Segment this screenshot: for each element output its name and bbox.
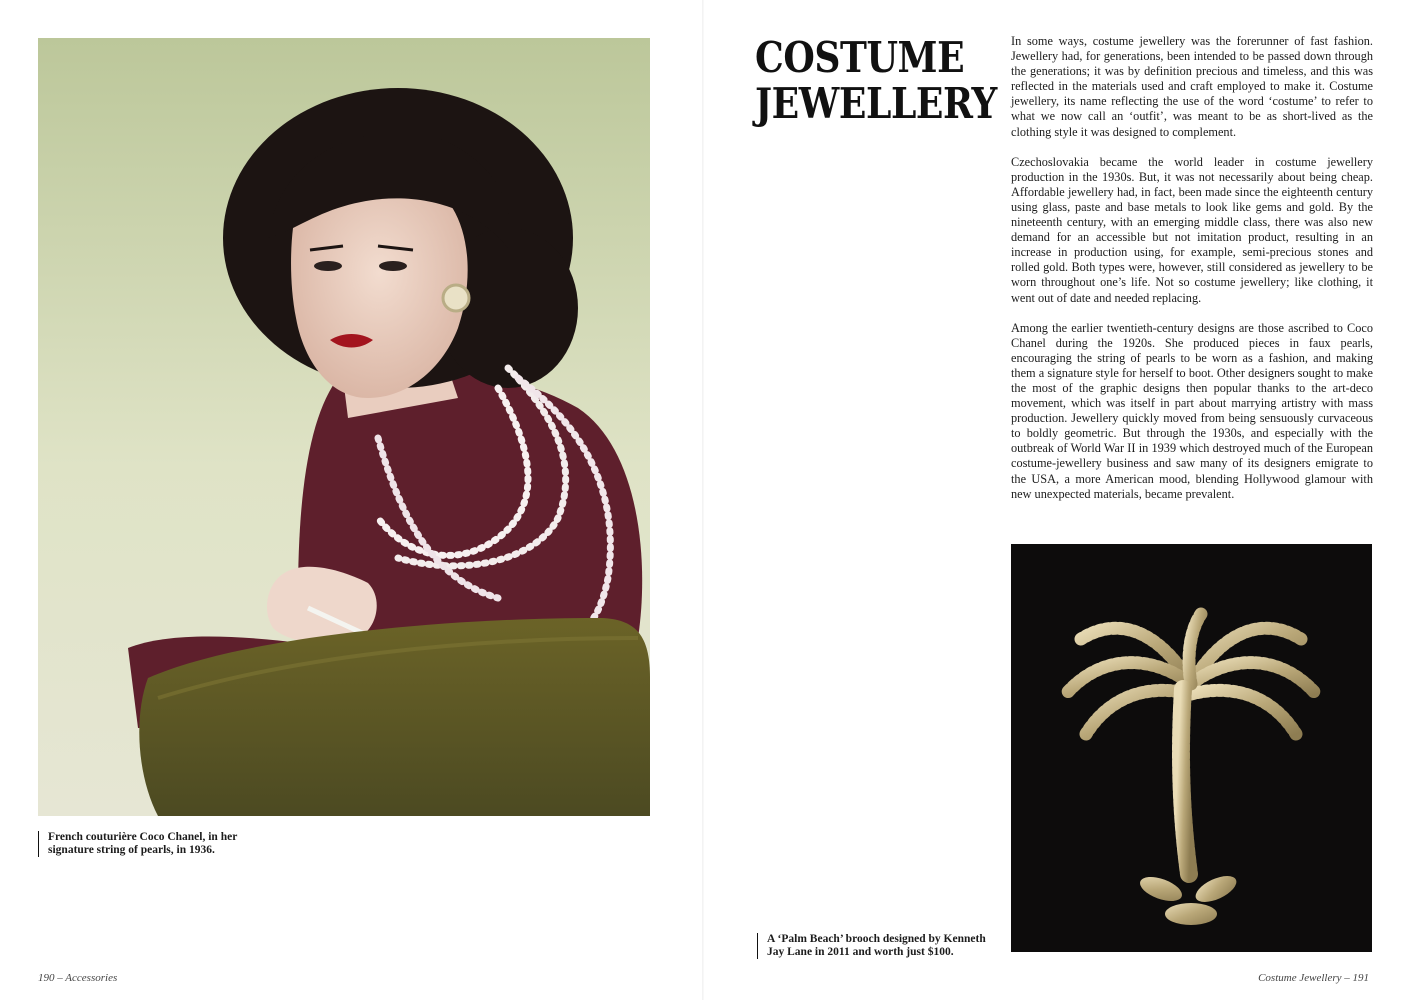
palm-beach-brooch-photo xyxy=(1011,544,1372,952)
page-title xyxy=(755,33,997,128)
left-page-folio: 190 – Accessories xyxy=(38,972,118,984)
page-title-line-2: JEWELLERY xyxy=(755,79,997,128)
article-paragraph-2: Czechoslovakia became the world leader in costume jewellery production in the 1930s. But, it was not necessarily about being cheap. Affordable jewellery had, in fact, been made since the eighteenth century using glass, paste and base metals to look like gems and gold. By the nineteenth century, with an emerging middle class, there was also new demand for an accessible but not imitation product, resulting in an increase in production using, for example, semi-precious stones and rolled gold. Both types were, however, still considered as jewellery to be worn throughout one’s life. Not so costume jewellery; like clothing, it went out of date and needed replacing. xyxy=(1011,154,1373,305)
page-title-line-1: COSTUME xyxy=(755,33,965,82)
article-body xyxy=(1011,34,1373,517)
left-page xyxy=(0,0,703,1000)
article-paragraph-1: In some ways, costume jewellery was the forerunner of fast fashion. Jewellery had, for generations, been intended to be passed down through the generations; it was by definition precious and timeless, and this was reflected in the materials used and craft employed to make it. Costume jewellery, its name reflecting the use of the word ‘costume’ to refer to what we now call an ‘outfit’, was meant to be as short-lived as the clothing style it was designed to complement. xyxy=(1011,34,1373,139)
right-page-folio: Costume Jewellery – 191 xyxy=(1258,972,1369,984)
coco-chanel-photo xyxy=(38,38,650,816)
article-paragraph-3: Among the earlier twentieth-century designs are those ascribed to Coco Chanel during the 1920s. She produced pieces in faux pearls, encouraging the string of pearls to be worn as a fashion, and making them a signature style for herself to boot. Other designers sought to make the most of the graphic designs then popular thanks to the art-deco movement, which was itself in part about marrying artistry with mass production. Jewellery quickly moved from being sensuously curvaceous to boldly geometric. But through the 1930s, and especially with the outbreak of World War II in 1939 which destroyed much of the European costume-jewellery business and saw many of its designers emigrate to the USA, a more American mood, blending Hollywood glamour with new unexpected materials, became prevalent. xyxy=(1011,320,1373,501)
chanel-photo-caption: French couturière Coco Chanel, in her signature string of pearls, in 1936. xyxy=(38,831,278,857)
right-page xyxy=(703,0,1407,1000)
brooch-photo-caption: A ‘Palm Beach’ brooch designed by Kenneth Jay Lane in 2011 and worth just $100. xyxy=(757,933,997,959)
